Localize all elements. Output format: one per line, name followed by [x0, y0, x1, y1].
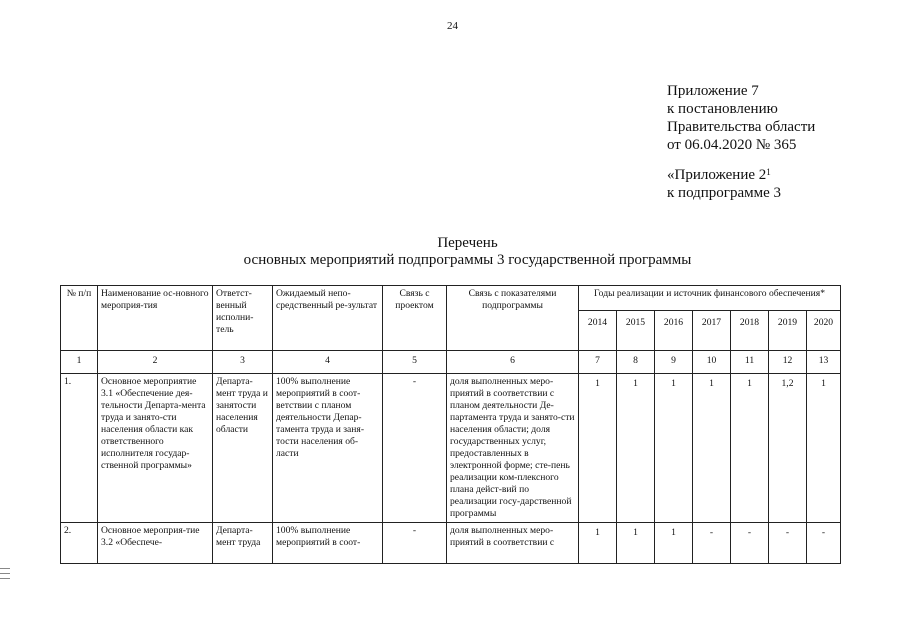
row-value: 1,2 [769, 374, 807, 523]
column-number: 12 [769, 351, 807, 374]
row-link-indicators: доля выполненных меро-приятий в соответствии с [447, 523, 579, 564]
column-number-row [61, 351, 841, 374]
row-value: - [731, 523, 769, 564]
row-value: 1 [693, 374, 731, 523]
title-line: основных мероприятий подпрограммы 3 государственной программы [243, 252, 692, 268]
header-num: № п/п [61, 286, 98, 351]
header-responsible: Ответст-венный исполни-тель [213, 286, 273, 351]
column-number: 8 [617, 351, 655, 374]
table-row [61, 523, 841, 564]
row-responsible: Департа-мент труда и занятости населения области [213, 374, 273, 523]
appendix-block [667, 82, 815, 154]
header-year: 2016 [655, 311, 693, 351]
row-value: - [807, 523, 841, 564]
appendix-line: к постановлению [667, 101, 778, 117]
column-number: 10 [693, 351, 731, 374]
column-number: 6 [447, 351, 579, 374]
column-number: 9 [655, 351, 693, 374]
appendix-sub-line: к подпрограмме 3 [667, 185, 781, 201]
column-number: 2 [98, 351, 213, 374]
column-number: 7 [579, 351, 617, 374]
appendix-sub-line [667, 166, 781, 184]
row-value: 1 [655, 523, 693, 564]
header-result: Ожидаемый непо-средственный ре-зультат [273, 286, 383, 351]
row-num: 1. [61, 374, 98, 523]
scan-edge-marks [0, 568, 10, 583]
column-number: 5 [383, 351, 447, 374]
row-num: 2. [61, 523, 98, 564]
header-years-group: Годы реализации и источник финансового обеспечения* [579, 286, 841, 311]
header-link-indicators: Связь с показателями подпрограммы [447, 286, 579, 351]
row-result: 100% выполнение мероприятий в соот-ветствии с планом деятельности Депар-тамента труда и заня-тости населения об-ласти [273, 374, 383, 523]
row-responsible: Департа-мент труда [213, 523, 273, 564]
header-year: 2015 [617, 311, 655, 351]
title-line: Перечень [437, 235, 498, 251]
column-number: 4 [273, 351, 383, 374]
measures-table [60, 285, 841, 564]
table-row [61, 374, 841, 523]
document-title [0, 235, 905, 269]
row-value: 1 [731, 374, 769, 523]
row-value: - [769, 523, 807, 564]
header-year: 2020 [807, 311, 841, 351]
header-name: Наименование ос-новного мероприя-тия [98, 286, 213, 351]
column-number: 11 [731, 351, 769, 374]
column-number: 13 [807, 351, 841, 374]
row-link-project: - [383, 523, 447, 564]
appendix-sub-main: «Приложение 2 [667, 167, 767, 183]
row-value: - [693, 523, 731, 564]
row-value: 1 [617, 374, 655, 523]
header-link-project: Связь с проектом [383, 286, 447, 351]
header-year: 2019 [769, 311, 807, 351]
row-value: 1 [579, 523, 617, 564]
appendix-line: Правительства области [667, 119, 816, 135]
appendix-sub-sup: 1 [766, 167, 771, 177]
row-value: 1 [617, 523, 655, 564]
column-number: 1 [61, 351, 98, 374]
row-name: Основное мероприятие 3.1 «Обеспечение дея-тельности Департа-мента труда и занято-сти населения области как ответственного исполнителя государ-ственной программы» [98, 374, 213, 523]
appendix-sub-block [667, 166, 781, 202]
row-value: 1 [655, 374, 693, 523]
row-value: 1 [579, 374, 617, 523]
row-result: 100% выполнение мероприятий в соот- [273, 523, 383, 564]
row-link-project: - [383, 374, 447, 523]
header-year: 2017 [693, 311, 731, 351]
row-link-indicators: доля выполненных меро-приятий в соответствии с планом деятельности Де-партамента труда и занято-сти населения области; доля государственных услуг, предоставленных в электронной форме; сте-пень реализации ком-плексного плана дейст-вий по реализации госу-дарственной программы [447, 374, 579, 523]
header-year: 2018 [731, 311, 769, 351]
appendix-line: от 06.04.2020 № 365 [667, 137, 797, 153]
appendix-line: Приложение 7 [667, 83, 759, 99]
row-value: 1 [807, 374, 841, 523]
column-number: 3 [213, 351, 273, 374]
row-name: Основное мероприя-тие 3.2 «Обеспече- [98, 523, 213, 564]
page-number: 24 [447, 20, 458, 32]
header-year: 2014 [579, 311, 617, 351]
